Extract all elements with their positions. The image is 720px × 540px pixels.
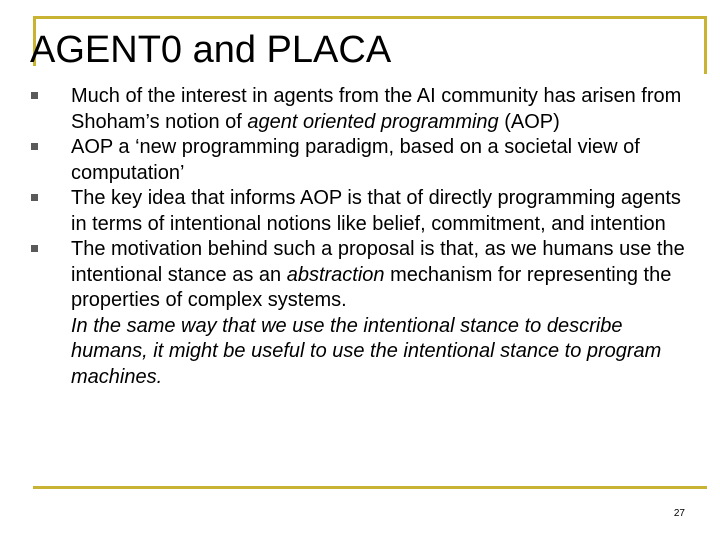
bullet-square-icon	[31, 194, 38, 201]
bullet-item	[26, 84, 686, 135]
frame-top-border	[33, 16, 707, 19]
page-number: 27	[673, 508, 685, 519]
bullet-square-icon	[31, 92, 38, 99]
bullet-item	[26, 186, 686, 237]
bullet-item	[26, 135, 686, 186]
bullet-text: The motivation behind such a proposal is that, as we humans use the intentional stance as an	[71, 238, 685, 286]
frame-bottom-border	[33, 486, 707, 489]
bullet-continuation-emphasis: In the same way that we use the intentional stance to describe humans, it might be useful to use the intentional stance to program machines.	[71, 314, 662, 388]
slide-title: AGENT0 and PLACA	[30, 29, 392, 71]
bullet-emphasis: agent oriented programming	[247, 110, 499, 133]
bullet-text: Much of the interest in agents from the AI community has arisen from Shoham’s notion of	[71, 85, 682, 133]
bullet-text: AOP a ‘new programming paradigm, based on a societal view of computation’	[71, 136, 640, 184]
bullet-list	[26, 84, 686, 390]
bullet-item	[26, 237, 686, 390]
bullet-text: (AOP)	[498, 110, 560, 133]
bullet-text: The key idea that informs AOP is that of directly programming agents in terms of intentional notions like belief, commitment, and intention	[71, 187, 681, 235]
bullet-emphasis: abstraction	[286, 263, 385, 286]
bullet-square-icon	[31, 245, 38, 252]
frame-right-border	[704, 16, 707, 74]
bullet-text: mechanism for representing the properties of complex systems.	[71, 263, 672, 311]
bullet-square-icon	[31, 143, 38, 150]
